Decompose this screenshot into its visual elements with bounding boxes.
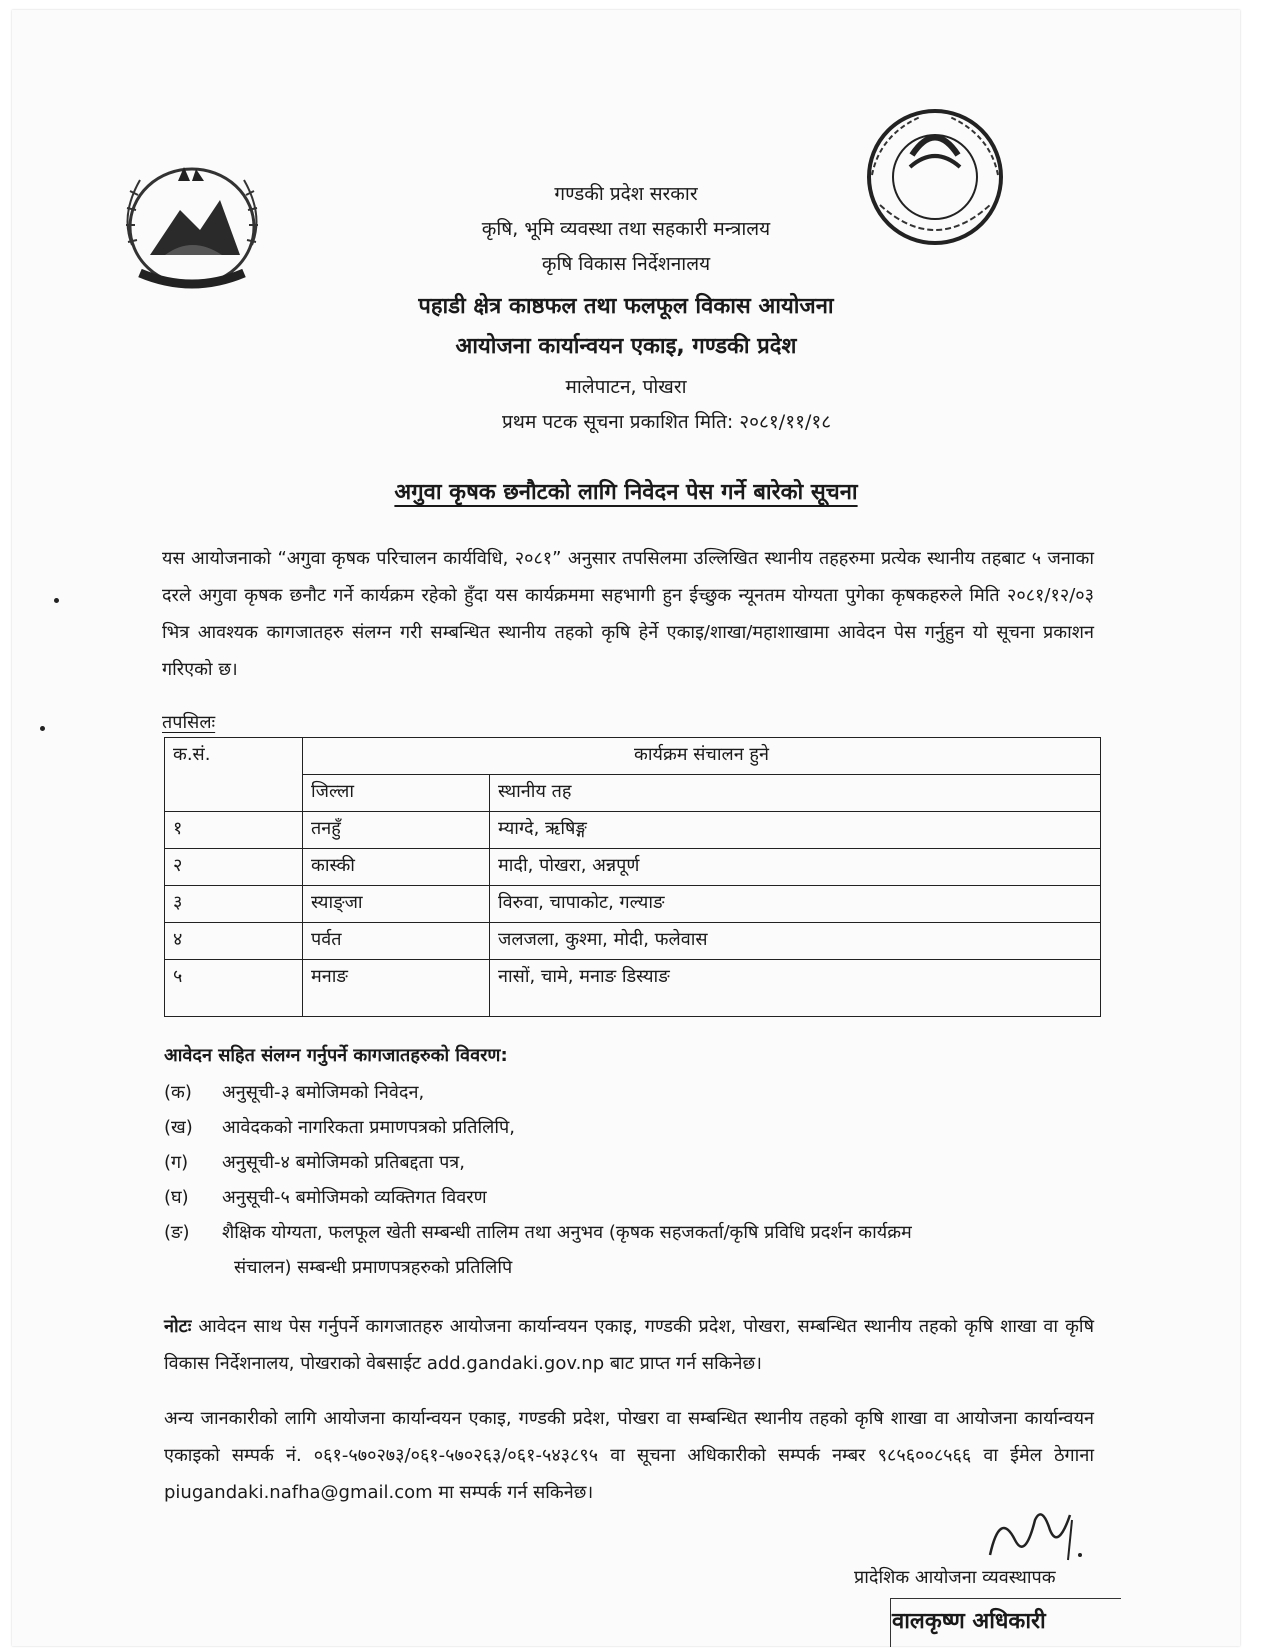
note-text: आवेदन साथ पेस गर्नुपर्ने कागजातहरु आयोजना कार्यान्वयन एकाइ, गण्डकी प्रदेश, पोखरा, सम्बन्धित स्थानीय तहको कृषि शाखा वा कृषि विकास निर्देशनालय, पोखराको वेबसाईट add.gandaki.gov.np बाट प्राप्त गर्न सकिनेछ। bbox=[164, 1316, 1094, 1374]
notice-title-text: अगुवा कृषक छनौटको लागि निवेदन पेस गर्ने बारेको सूचना bbox=[394, 480, 858, 505]
cell-district: तनहुँ bbox=[303, 812, 490, 849]
table-header-row bbox=[165, 738, 1101, 775]
cell-sn: १ bbox=[165, 812, 303, 849]
document-item-label: (घ) bbox=[164, 1187, 189, 1208]
document-item bbox=[164, 1115, 515, 1139]
document-item-text: आवेदकको नागरिकता प्रमाणपत्रको प्रतिलिपि, bbox=[222, 1117, 515, 1138]
document-item-label: (ङ) bbox=[164, 1222, 190, 1243]
tapsil-label: तपसिलः bbox=[162, 712, 216, 733]
table-subheader-row bbox=[165, 775, 1101, 812]
document-item-label: (ख) bbox=[164, 1117, 193, 1138]
cell-district: स्याङ्जा bbox=[303, 886, 490, 923]
cell-local: नासों, चामे, मनाङ डिस्याङ bbox=[490, 960, 1101, 1017]
document-item-continuation: संचालन) सम्बन्धी प्रमाणपत्रहरुको प्रतिलिपि bbox=[234, 1257, 513, 1278]
document-item bbox=[164, 1220, 1094, 1244]
col-sn-header: क.सं. bbox=[165, 738, 303, 812]
cell-sn: २ bbox=[165, 849, 303, 886]
signatory-name: वालकृष्ण अधिकारी bbox=[892, 1609, 1046, 1634]
header-ministry: कृषि, भूमि व्यवस्था तथा सहकारी मन्त्रालय bbox=[481, 218, 771, 240]
notice-title bbox=[12, 476, 1240, 506]
table-row bbox=[165, 960, 1101, 1017]
header-project: पहाडी क्षेत्र काष्ठफल तथा फलफूल विकास आयोजना bbox=[418, 294, 834, 319]
body-paragraph: यस आयोजनाको “अगुवा कृषक परिचालन कार्यविधि, २०८१” अनुसार तपसिलमा उल्लिखित स्थानीय तहहरुमा प्रत्येक स्थानीय तहबाट ५ जनाका दरले अगुवा कृषक छनौट गर्ने कार्यक्रम रहेको हुँदा यस कार्यक्रममा सहभागी हुन ईच्छुक न्यूनतम योग्यता पुगेका कृषकहरुले मिति २०८१/१२/०३ भित्र आवश्यक कागजातहरु संलग्न गरी सम्बन्धित स्थानीय तहको कृषि हेर्ने एकाइ/शाखा/महाशाखामा आवेदन पेस गर्नुहुन यो सूचना प्रकाशन गरिएको छ। bbox=[162, 548, 1094, 680]
cell-sn: ३ bbox=[165, 886, 303, 923]
signatory-title: प्रादेशिक आयोजना व्यवस्थापक bbox=[854, 1567, 1056, 1588]
document-item-text: अनुसूची-३ बमोजिमको निवेदन, bbox=[222, 1082, 425, 1103]
cell-sn: ५ bbox=[165, 960, 303, 1017]
group-header: कार्यक्रम संचालन हुने bbox=[303, 738, 1101, 775]
cell-sn: ४ bbox=[165, 923, 303, 960]
cell-local: विरुवा, चापाकोट, गल्याङ bbox=[490, 886, 1101, 923]
publish-date: प्रथम पटक सूचना प्रकाशित मिति: २०८१/११/१८ bbox=[502, 411, 832, 433]
cell-local: जलजला, कुश्मा, मोदी, फलेवास bbox=[490, 923, 1101, 960]
document-item bbox=[164, 1150, 465, 1174]
notice-page bbox=[12, 10, 1240, 1646]
table-row bbox=[165, 923, 1101, 960]
table-row bbox=[165, 812, 1101, 849]
note-label: नोटः bbox=[164, 1316, 192, 1337]
cell-district: मनाङ bbox=[303, 960, 490, 1017]
document-item-label: (ग) bbox=[164, 1152, 189, 1173]
header-directorate: कृषि विकास निर्देशनालय bbox=[541, 253, 711, 275]
cell-district: कास्की bbox=[303, 849, 490, 886]
cell-local: म्याग्दे, ऋषिङ्ग bbox=[490, 812, 1101, 849]
document-item-text: अनुसूची-५ बमोजिमको व्यक्तिगत विवरण bbox=[222, 1187, 487, 1208]
header-govt: गण्डकी प्रदेश सरकार bbox=[554, 183, 698, 205]
document-item-text: अनुसूची-४ बमोजिमको प्रतिबद्दता पत्र, bbox=[222, 1152, 465, 1173]
document-item bbox=[164, 1185, 487, 1209]
document-item bbox=[164, 1080, 424, 1104]
document-item-label: (क) bbox=[164, 1082, 192, 1103]
handwritten-signature-icon bbox=[980, 1500, 1090, 1570]
document-item-text: शैक्षिक योग्यता, फलफूल खेती सम्बन्धी तालिम तथा अनुभव (कृषक सहजकर्ता/कृषि प्रविधि प्रदर्शन कार्यक्रम bbox=[222, 1222, 912, 1243]
documents-title: आवेदन सहित संलग्न गर्नुपर्ने कागजातहरुको विवरण: bbox=[164, 1045, 508, 1066]
header-unit: आयोजना कार्यान्वयन एकाइ, गण्डकी प्रदेश bbox=[455, 334, 797, 359]
table-row bbox=[165, 849, 1101, 886]
program-table bbox=[164, 737, 1101, 1017]
scan-dot bbox=[40, 726, 45, 731]
scan-dot bbox=[54, 598, 59, 603]
contact-paragraph: अन्य जानकारीको लागि आयोजना कार्यान्वयन एकाइ, गण्डकी प्रदेश, पोखरा वा सम्बन्धित स्थानीय तहको कृषि शाखा वा आयोजना कार्यान्वयन एकाइको सम्पर्क नं. ०६१-५७०२७३/०६१-५७०२६३/०६१-५४३८९५ वा सूचना अधिकारीको सम्पर्क नम्बर ९८५६००८५६६ वा ईमेल ठेगाना piugandaki.nafha@gmail.com मा सम्पर्क गर्न सकिनेछ। bbox=[164, 1408, 1094, 1503]
cell-district: पर्वत bbox=[303, 923, 490, 960]
table-row bbox=[165, 886, 1101, 923]
col-district-header: जिल्ला bbox=[303, 775, 490, 812]
cell-local: मादी, पोखरा, अन्नपूर्ण bbox=[490, 849, 1101, 886]
col-local-header: स्थानीय तह bbox=[490, 775, 1101, 812]
note-paragraph bbox=[164, 1308, 1094, 1382]
header-address: मालेपाटन, पोखरा bbox=[565, 376, 687, 398]
